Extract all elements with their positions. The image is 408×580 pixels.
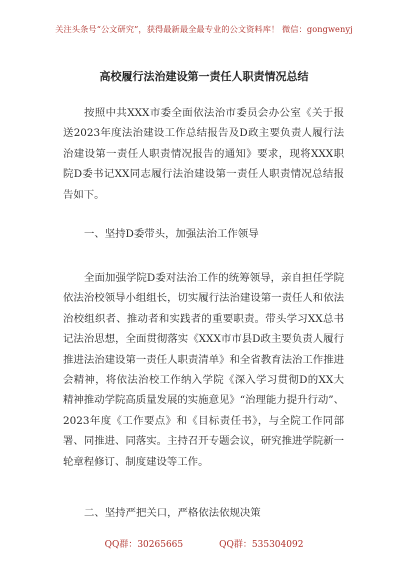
header-banner: 关注头条号“公文研究”，获得最新最全最专业的公文资料库！ 微信：gongwenyj: [55, 24, 353, 34]
qq-group-2: QQ群：535304092: [219, 540, 304, 550]
footer-qq-groups: [0, 537, 408, 550]
section-1-paragraph: 全面加强学院D委对法治工作的统筹领导，亲自担任学院依法治校领导小组组长，切实履行法治建设第一责任人和依法治校组织者、推动者和实践者的重要职责。带头学习XX总书记法治思想，全面贯彻落实《XXX市市县D政主要负责人履行推进法治建设第一责任人职责清单》和全省教育法治工作推进会精神，将依法治校工作纳入学院《深入学习贯彻D的XX大精神推动学院高质量发展的实施意见》“治理能力提升行动”、2023年度《工作要点》和《目标责任书》，与全院工作同部署、同推进、同落实。主持召开专题会议，研究推进学院新一轮章程修订、制度建设等工作。: [63, 272, 344, 468]
document-title: 高校履行法治建设第一责任人职责情况总结: [99, 70, 309, 83]
intro-paragraph: 按照中共XXX市委全面依法治市委员会办公室《关于报送2023年度法治建设工作总结报告及D政主要负责人履行法治建设第一责任人职责情况报告的通知》要求，现将XXX职院D委书记XX同志履行法治建设第一责任人职责情况总结报告如下。: [63, 107, 344, 201]
qq-group-1: QQ群：30265665: [104, 540, 184, 550]
section-2-heading: 二、坚持严把关口，严格依法依规决策: [84, 507, 261, 519]
section-1-heading: 一、坚持D委带头，加强法治工作领导: [84, 228, 259, 240]
